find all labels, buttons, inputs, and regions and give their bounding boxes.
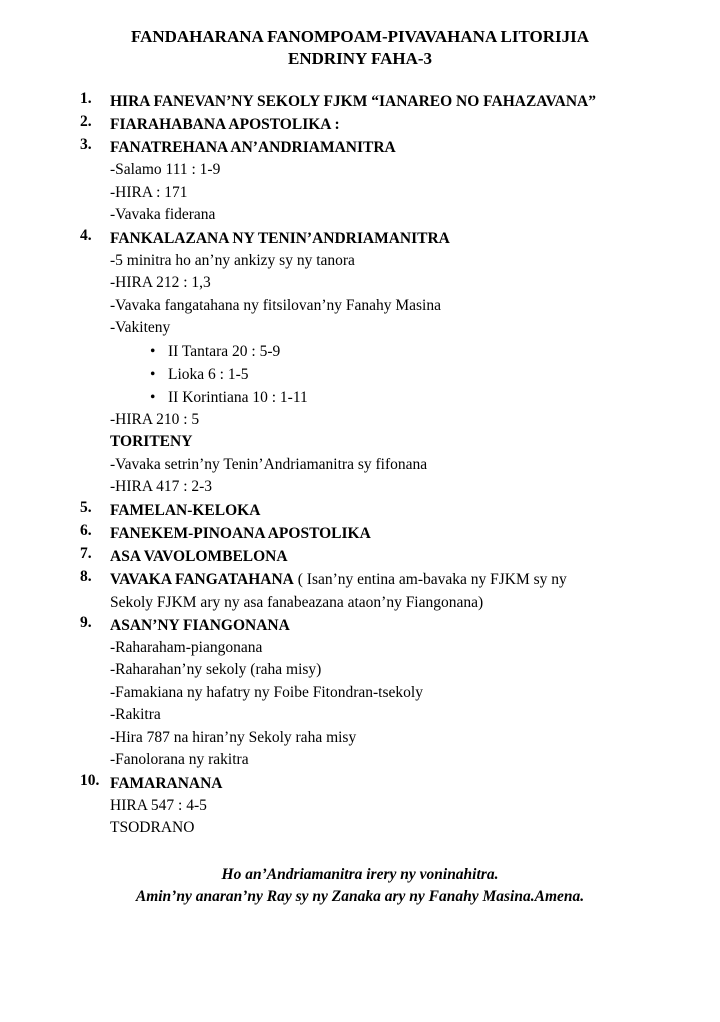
item-line: -Vakiteny <box>110 319 171 336</box>
item-heading: FIARAHABANA APOSTOLIKA : <box>110 116 340 133</box>
bullet-text: Lioka 6 : 1-5 <box>168 365 249 383</box>
item-heading-with-note <box>110 568 700 591</box>
bullet-icon: • <box>150 342 156 360</box>
bullet-icon: • <box>150 365 156 383</box>
list-item <box>80 90 700 113</box>
bullet-item <box>110 386 700 409</box>
order-of-service-list <box>80 90 700 840</box>
item-line: -Hira 787 na hiran’ny Sekoly raha misy <box>110 728 357 746</box>
item-line: -Raharaham-piangonana <box>110 638 263 656</box>
item-line: -HIRA 417 : 2-3 <box>110 478 213 495</box>
item-number: 5. <box>80 498 92 516</box>
item-line: -Vavaka fangatahana ny fitsilovan’ny Fanahy Masina <box>110 296 441 314</box>
item-heading: ASAN’NY FIANGONANA <box>110 616 290 634</box>
closing-line-2: Amin’ny anaran’ny Ray sy ny Zanaka ary ny Fanahy Masina.Amena. <box>135 888 585 905</box>
document-title-line-2: ENDRINY FAHA-3 <box>287 49 433 68</box>
bullet-item <box>110 363 700 386</box>
list-item <box>80 113 700 136</box>
toriteny-heading: TORITENY <box>110 433 193 450</box>
item-number: 2. <box>80 113 92 130</box>
list-item <box>80 568 700 614</box>
item-number: 7. <box>80 544 92 562</box>
list-item <box>80 614 700 772</box>
item-note-continued: Sekoly FJKM ary ny asa fanabeazana ataon’ny Fiangonana) <box>110 593 484 611</box>
item-heading: VAVAKA FANGATAHANA <box>110 570 294 588</box>
list-item <box>80 499 700 522</box>
item-line: -HIRA : 171 <box>110 183 188 201</box>
item-number: 8. <box>80 567 92 585</box>
item-number: 1. <box>80 90 92 107</box>
item-number: 10. <box>80 771 100 789</box>
list-item <box>80 136 700 227</box>
item-line: -5 minitra ho an’ny ankizy sy ny tanora <box>110 251 355 269</box>
item-heading: ASA VAVOLOMBELONA <box>110 547 288 565</box>
item-number: 6. <box>80 521 92 539</box>
item-line: -Fanolorana ny rakitra <box>110 751 249 768</box>
item-heading: FAMARANANA <box>110 774 223 792</box>
item-heading: FANEKEM-PINOANA APOSTOLIKA <box>110 524 371 542</box>
bullet-item <box>110 340 700 363</box>
item-number: 9. <box>80 613 92 631</box>
closing-line-1: Ho an’Andriamanitra irery ny voninahitra. <box>221 866 499 883</box>
item-note: ( Isan’ny entina am-bavaka ny FJKM sy ny <box>293 570 567 588</box>
item-line: -Famakiana ny hafatry ny Foibe Fitondran-tsekoly <box>110 683 423 701</box>
item-line: -Vavaka setrin’ny Tenin’Andriamanitra sy fifonana <box>110 455 428 473</box>
item-heading: HIRA FANEVAN’NY SEKOLY FJKM “IANAREO NO FAHAZAVANA” <box>110 93 597 110</box>
item-heading: FAMELAN-KELOKA <box>110 501 261 519</box>
list-item <box>80 227 700 499</box>
bullet-text: II Tantara 20 : 5-9 <box>168 342 281 360</box>
item-heading: FANKALAZANA NY TENIN’ANDRIAMANITRA <box>110 229 450 247</box>
list-item <box>80 772 700 840</box>
item-number: 3. <box>80 136 92 153</box>
item-line: TSODRANO <box>110 819 195 836</box>
item-number: 4. <box>80 226 92 244</box>
item-line: -HIRA 210 : 5 <box>110 410 200 428</box>
document-title-line-1: FANDAHARANA FANOMPOAM-PIVAVAHANA LITORIJIA <box>130 27 590 46</box>
item-heading: FANATREHANA AN’ANDRIAMANITRA <box>110 139 396 156</box>
item-line: -Vavaka fiderana <box>110 206 216 223</box>
item-line: -Raharahan’ny sekoly (raha misy) <box>110 661 322 678</box>
list-item <box>80 545 700 568</box>
item-line: -HIRA 212 : 1,3 <box>110 274 211 291</box>
list-item <box>80 522 700 545</box>
bullet-text: II Korintiana 10 : 1-11 <box>168 388 308 406</box>
item-line: -Rakitra <box>110 706 161 723</box>
item-line: -Salamo 111 : 1-9 <box>110 161 221 178</box>
item-line: HIRA 547 : 4-5 <box>110 796 207 814</box>
bullet-icon: • <box>150 388 156 406</box>
